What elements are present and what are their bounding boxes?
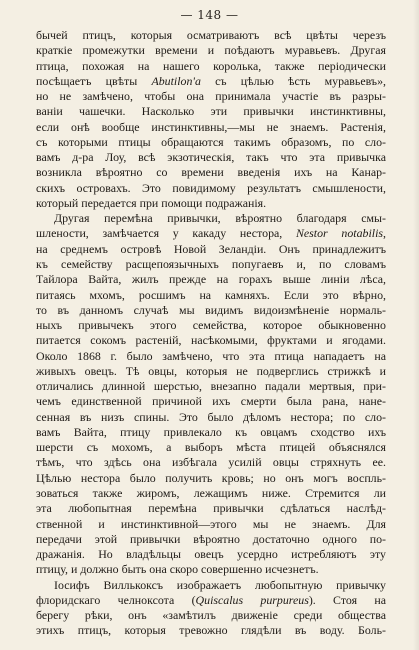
text-line: Цѣлью нестора было получить кровь; но онъ могъ воспль-	[36, 470, 386, 485]
text-line: живыхъ овецъ. Тѣ овцы, которыя не подверглись стрижкѣ и	[36, 363, 386, 378]
text-line: ныхъ привычекъ этого семейства, которое обыкновенно	[36, 318, 386, 333]
text-line: отличались длинной шерстью, внезапно падали мертвыя, при-	[36, 379, 386, 394]
text-line: Около 1868 г. было замѣчено, что эта птица нападаетъ на	[36, 348, 386, 363]
page-edge-shadow	[413, 0, 419, 650]
text-line: сенная въ низъ спины. Это было дѣломъ нестора; по сло-	[36, 409, 386, 424]
text-line: этихъ птицъ, которыя тревожно глядѣли въ воду. Боль-	[36, 623, 386, 638]
text-line: чемъ единственной причиной ихъ смерти была рана, нане-	[36, 394, 386, 409]
text-line: бычей птицъ, которыя осматриваютъ всѣ цвѣты черезъ	[36, 28, 386, 42]
text-line: который передается при помощи подражанія.	[36, 195, 267, 210]
text-line: посѣщаетъ цвѣты Abutilon'а съ цѣлью ѣсть муравьевъ»,	[36, 73, 386, 88]
page-number: — 148 —	[180, 8, 239, 22]
text-line: эта любопытная перемѣна привычки сдѣлаться наслѣд-	[36, 501, 386, 516]
text-line: питаясь мхомъ, росшимъ на камняхъ. Если это вѣрно,	[36, 287, 386, 302]
paragraph	[36, 211, 386, 577]
text-line: шлености, замѣчается у какаду нестора, Nestor notabilis,	[36, 226, 386, 241]
text-line: если онѣ вообще инстинктивны,—мы не знаемъ. Растенія,	[36, 119, 386, 134]
text-line: вамъ Вайта, птицу привлекало къ овцамъ сходство ихъ	[36, 424, 386, 439]
text-line: къ семейству расщепоязычныхъ попугаевъ и, по словамъ	[36, 256, 386, 271]
text-line: тѣмъ, что здѣсь она избѣгала усилій овцы стряхнуть ее.	[36, 455, 386, 470]
text-line: Тайлора Вайта, жилъ прежде на горахъ выше линіи лѣса,	[36, 272, 386, 287]
text-line: птицу, и должно быть она скоро совершенно исчезнетъ.	[36, 562, 319, 577]
italic-term: Nestor notabilis	[295, 226, 384, 241]
text-line: Іосифъ Виллькоксъ изображаетъ любопытную привычку	[54, 577, 386, 592]
text-line: съ которыми птицы обращаются такимъ образомъ, по сло-	[36, 134, 386, 149]
text-line: вамъ д-ра Лоу, всѣ экзотическія, такъ что эта привычка	[36, 150, 386, 165]
text-line: ваніи чашечки. Насколько эти привычки инстинктивны,	[36, 104, 386, 119]
text-line: дражанія. Но владѣльцы овецъ усердно истребляютъ эту	[36, 547, 386, 562]
italic-term: Quiscalus purpureus	[195, 592, 309, 607]
paragraph	[36, 578, 386, 639]
text-line: передачи этой привычки вѣроятно достаточно одного по-	[36, 531, 386, 546]
text-line: скихъ островахъ. Это повидимому результатъ смышлености,	[36, 180, 386, 195]
body-text	[36, 28, 386, 639]
italic-term: Abutilon'а	[151, 73, 201, 88]
text-line: флоридскаго челноксота (Quiscalus purpureus). Стоя на	[36, 592, 386, 607]
text-line: птица, похожая на нашего королька, также періодически	[36, 58, 386, 73]
text-line: шерсти съ мохомъ, а выборъ мѣста птицей объяснялся	[36, 440, 386, 455]
text-line: ственной и инстинктивной—этого мы не знаемъ. Для	[36, 516, 386, 531]
text-line: возникла вѣроятно со времени введенія ихъ на Канар-	[36, 165, 386, 180]
text-line: питается сокомъ растеній, насѣкомыми, фруктами и ягодами.	[36, 333, 386, 348]
text-line: берегу рѣки, онъ «замѣтилъ движеніе среди общества	[36, 608, 386, 623]
text-line: то въ данномъ случаѣ мы видимъ видоизмѣненіе нормаль-	[36, 302, 386, 317]
text-line: на среднемъ островѣ Новой Зеландіи. Онъ принадлежитъ	[36, 241, 386, 256]
text-line: но не замѣчено, чтобы она принимала участіе въ разры-	[36, 89, 386, 104]
text-line: Другая перемѣна привычки, вѣроятно благодаря смы-	[54, 211, 386, 226]
text-line: краткіе промежутки времени и поѣдаютъ муравьевъ. Другая	[36, 43, 386, 58]
paragraph	[36, 28, 386, 211]
text-line: зоваться также жиромъ, лежащимъ ниже. Стремится ли	[36, 485, 386, 500]
